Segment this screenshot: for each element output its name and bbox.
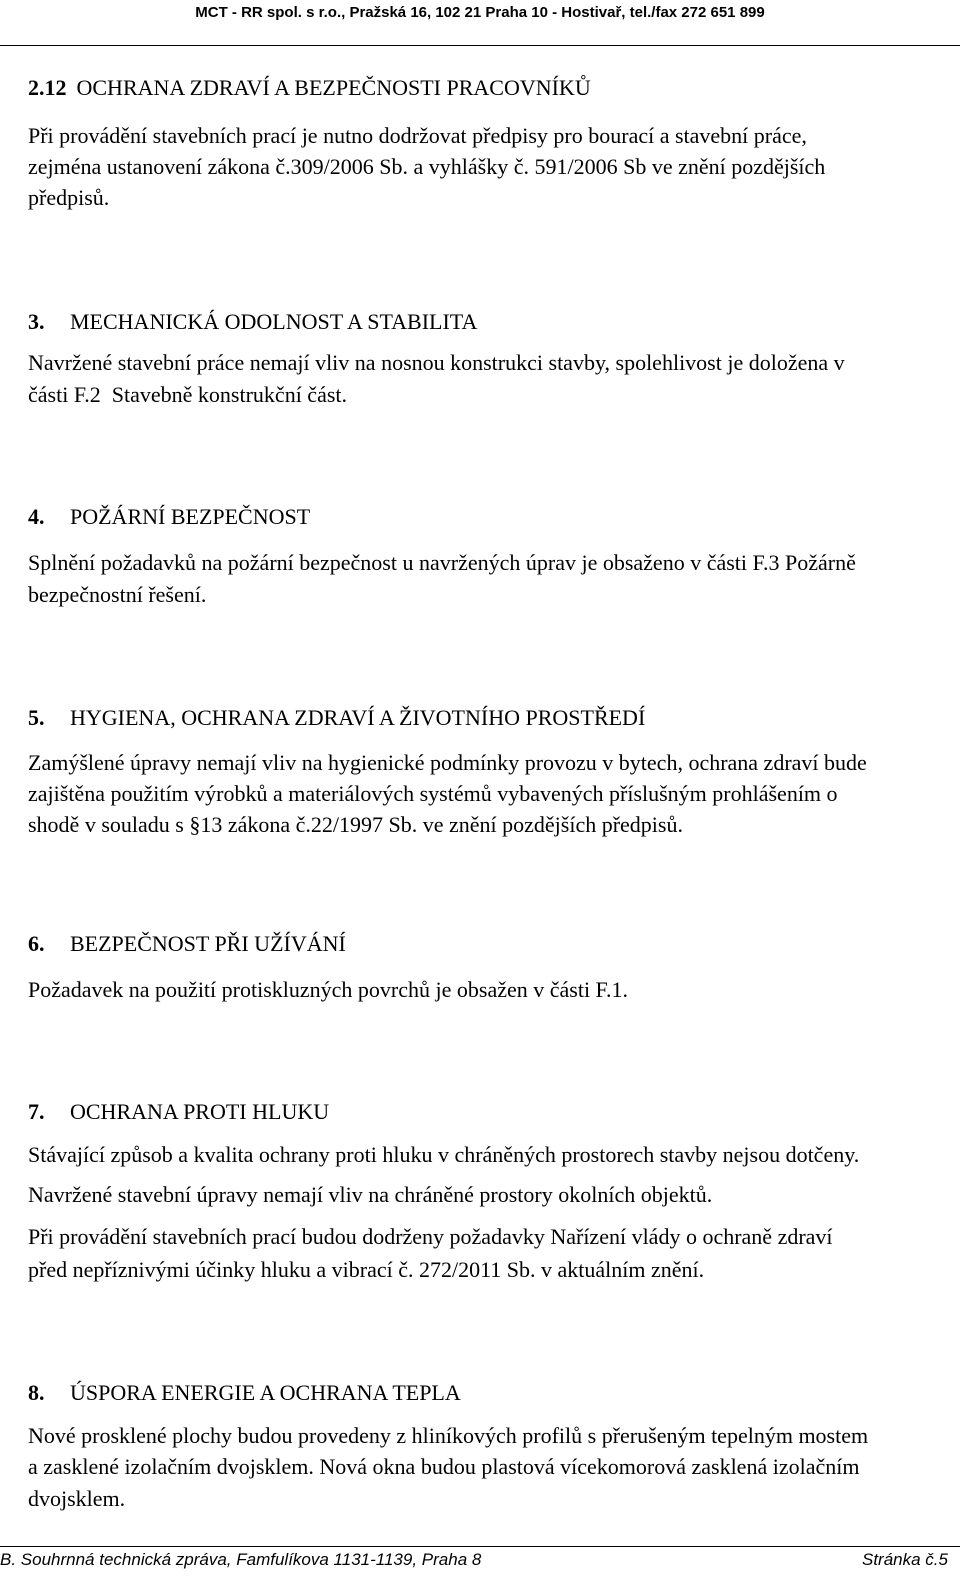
section-title: MECHANICKÁ ODOLNOST A STABILITA xyxy=(70,309,478,334)
section-heading xyxy=(28,501,310,533)
paragraph-line: a zasklené izolačním dvojsklem. Nová okna budou plastová vícekomorová zasklená izolačním xyxy=(28,1454,860,1479)
paragraph-line: Navržené stavební úpravy nemají vliv na chráněné prostory okolních objektů. xyxy=(28,1182,713,1207)
section-heading xyxy=(28,306,477,338)
paragraph-line: Navržené stavební práce nemají vliv na nosnou konstrukci stavby, spolehlivost je doložena v xyxy=(28,350,845,375)
paragraph-line: předpisů. xyxy=(28,185,110,210)
section-number: 7. xyxy=(28,1099,45,1124)
footer-page-number: Stránka č.5 xyxy=(862,1550,948,1569)
section-title: BEZPEČNOST PŘI UŽÍVÁNÍ xyxy=(70,931,346,956)
section-title: POŽÁRNÍ BEZPEČNOST xyxy=(70,504,311,529)
paragraph-line: shodě v souladu s §13 zákona č.22/1997 Sb. ve znění pozdějších předpisů. xyxy=(28,812,683,837)
paragraph-line: Zamýšlené úpravy nemají vliv na hygienické podmínky provozu v bytech, ochrana zdraví bude xyxy=(28,750,867,775)
section-title: OCHRANA PROTI HLUKU xyxy=(70,1099,330,1124)
footer-document-title: B. Souhrnná technická zpráva, Famfulíkova 1131-1139, Praha 8 xyxy=(0,1550,482,1569)
paragraph-line: dvojsklem. xyxy=(28,1486,126,1511)
section-heading xyxy=(28,1377,461,1409)
footer-rule xyxy=(0,1546,960,1547)
paragraph-line: Požadavek na použití protiskluzných povrchů je obsažen v části F.1. xyxy=(28,977,629,1002)
section-title: ÚSPORA ENERGIE A OCHRANA TEPLA xyxy=(70,1380,461,1405)
header-rule xyxy=(0,45,960,46)
paragraph-line: Splnění požadavků na požární bezpečnost u navržených úprav je obsaženo v části F.3 Požárně xyxy=(28,550,856,575)
section-number: 3. xyxy=(28,309,45,334)
section-heading xyxy=(28,1096,329,1128)
paragraph-line: Stávající způsob a kvalita ochrany proti hluku v chráněných prostorech stavby nejsou dotčeny. xyxy=(28,1142,860,1167)
section-number: 2.12 xyxy=(28,75,67,100)
section-heading xyxy=(28,72,591,104)
paragraph-line: Při provádění stavebních prací je nutno dodržovat předpisy pro bourací a stavební práce, xyxy=(28,123,807,148)
section-number: 6. xyxy=(28,931,45,956)
section-heading xyxy=(28,702,645,734)
section-number: 5. xyxy=(28,705,45,730)
section-title: HYGIENA, OCHRANA ZDRAVÍ A ŽIVOTNÍHO PROSTŘEDÍ xyxy=(70,705,646,730)
paragraph-line: před nepříznivými účinky hluku a vibrací č. 272/2011 Sb. v aktuálním znění. xyxy=(28,1257,705,1282)
section-title: OCHRANA ZDRAVÍ A BEZPEČNOSTI PRACOVNÍKŮ xyxy=(76,75,591,100)
paragraph-line: bezpečnostní řešení. xyxy=(28,582,207,607)
section-number: 8. xyxy=(28,1380,45,1405)
page-header: MCT - RR spol. s r.o., Pražská 16, 102 21 Praha 10 - Hostivař, tel./fax 272 651 899 xyxy=(195,4,765,21)
section-heading xyxy=(28,928,346,960)
paragraph-line: Při provádění stavebních prací budou dodrženy požadavky Nařízení vlády o ochraně zdraví xyxy=(28,1224,833,1249)
section-number: 4. xyxy=(28,504,45,529)
paragraph-line: Nové prosklené plochy budou provedeny z hliníkových profilů s přerušeným tepelným mostem xyxy=(28,1423,869,1448)
paragraph-line: zajištěna použitím výrobků a materiálových systémů vybavených příslušným prohlášením o xyxy=(28,781,838,806)
paragraph-line: části F.2 Stavebně konstrukční část. xyxy=(28,382,348,407)
paragraph-line: zejména ustanovení zákona č.309/2006 Sb. a vyhlášky č. 591/2006 Sb ve znění pozdějších xyxy=(28,154,826,179)
